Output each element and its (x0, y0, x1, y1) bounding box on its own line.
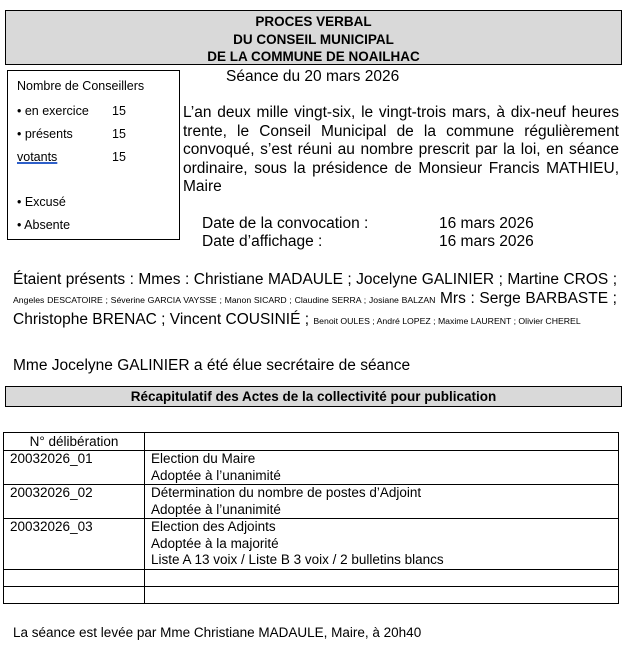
secretaire-line: Mme Jocelyne GALINIER a été élue secrétaire de séance (13, 357, 411, 374)
date-convocation (202, 215, 534, 233)
closing-line: La séance est levée par Mme Christiane MADAULE, Maire, à 20h40 (13, 625, 422, 640)
table-row (4, 451, 619, 485)
presents-large-1: Étaient présents : Mmes : Christiane MADAULE ; Jocelyne GALINIER ; Martine CROS ; (13, 271, 617, 288)
count-excuse: • Excusé (17, 195, 66, 209)
table-row (4, 485, 619, 519)
deliberation-number: 20032026_01 (4, 451, 145, 485)
count-label: • présents (17, 127, 73, 141)
presents-large-2: Mrs : Serge BARBASTE ; Christophe BRENAC ; Vincent COUSINIÉ ; (13, 290, 617, 328)
document-header (5, 10, 622, 65)
deliberation-desc (145, 451, 619, 485)
deliberation-desc (145, 485, 619, 519)
presents-small-1: Angeles DESCATOIRE ; Séverine GARCIA VAYSSE ; Manon SICARD ; Claudine SERRA ; Josiane BALZAN (13, 295, 436, 305)
recap-title: Récapitulatif des Actes de la collectivité pour publication (5, 386, 622, 407)
count-value: 15 (112, 127, 126, 141)
table-header-row (4, 433, 619, 451)
desc-line: Liste A 13 voix / Liste B 3 voix / 2 bulletins blancs (151, 552, 444, 567)
presents-small-2: Benoit OULES ; André LOPEZ ; Maxime LAURENT ; Olivier CHEREL (313, 316, 581, 326)
header-num: N° délibération (4, 433, 145, 451)
desc-line: Détermination du nombre de postes d’Adjoint (151, 485, 422, 500)
count-value: 15 (112, 104, 126, 118)
seance-title: Séance du 20 mars 2026 (226, 68, 400, 85)
desc-line: Adoptée à l’unanimité (151, 501, 281, 517)
votants-link[interactable]: votants (17, 150, 58, 164)
date-affichage (202, 233, 534, 251)
count-absente: • Absente (17, 218, 71, 232)
presents-paragraph (13, 270, 617, 331)
deliberation-desc (145, 586, 619, 603)
date-label: Date de la convocation : (202, 215, 369, 232)
date-value: 16 mars 2026 (439, 233, 534, 250)
count-value: 15 (112, 150, 126, 164)
count-label: • en exercice (17, 104, 89, 118)
header-line-2: DU CONSEIL MUNICIPAL (233, 31, 394, 47)
table-row-empty (4, 586, 619, 603)
desc-line: Adoptée à la majorité (151, 535, 279, 551)
header-line-1: PROCES VERBAL (255, 14, 372, 29)
deliberation-number (4, 569, 145, 586)
table-row (4, 519, 619, 570)
counts-box (7, 70, 180, 240)
desc-line: Election des Adjoints (151, 519, 276, 534)
count-presents (17, 127, 167, 141)
desc-line: Adoptée à l’unanimité (151, 467, 281, 483)
header-desc (145, 433, 619, 451)
deliberation-desc (145, 569, 619, 586)
counts-title: Nombre de Conseillers (17, 79, 145, 93)
desc-line: Election du Maire (151, 451, 256, 466)
count-en-exercice (17, 104, 167, 118)
deliberation-number (4, 586, 145, 603)
date-label: Date d’affichage : (202, 233, 323, 250)
count-votants (17, 150, 167, 164)
intro-paragraph: L’an deux mille vingt-six, le vingt-trois mars, à dix-neuf heures trente, le Conseil Municipal de la commune régulièrement convoqué, s’est réuni au nombre prescrit par la loi, en séance ordinaire, sous la présidence de Monsieur Francis MATHIEU, Maire (183, 104, 619, 196)
actes-table (3, 432, 619, 604)
deliberation-number: 20032026_03 (4, 519, 145, 570)
deliberation-number: 20032026_02 (4, 485, 145, 519)
header-line-3: DE LA COMMUNE DE NOAILHAC (207, 49, 420, 64)
date-value: 16 mars 2026 (439, 215, 534, 232)
table-row-empty (4, 569, 619, 586)
dates-block (202, 215, 534, 251)
deliberation-desc (145, 519, 619, 570)
